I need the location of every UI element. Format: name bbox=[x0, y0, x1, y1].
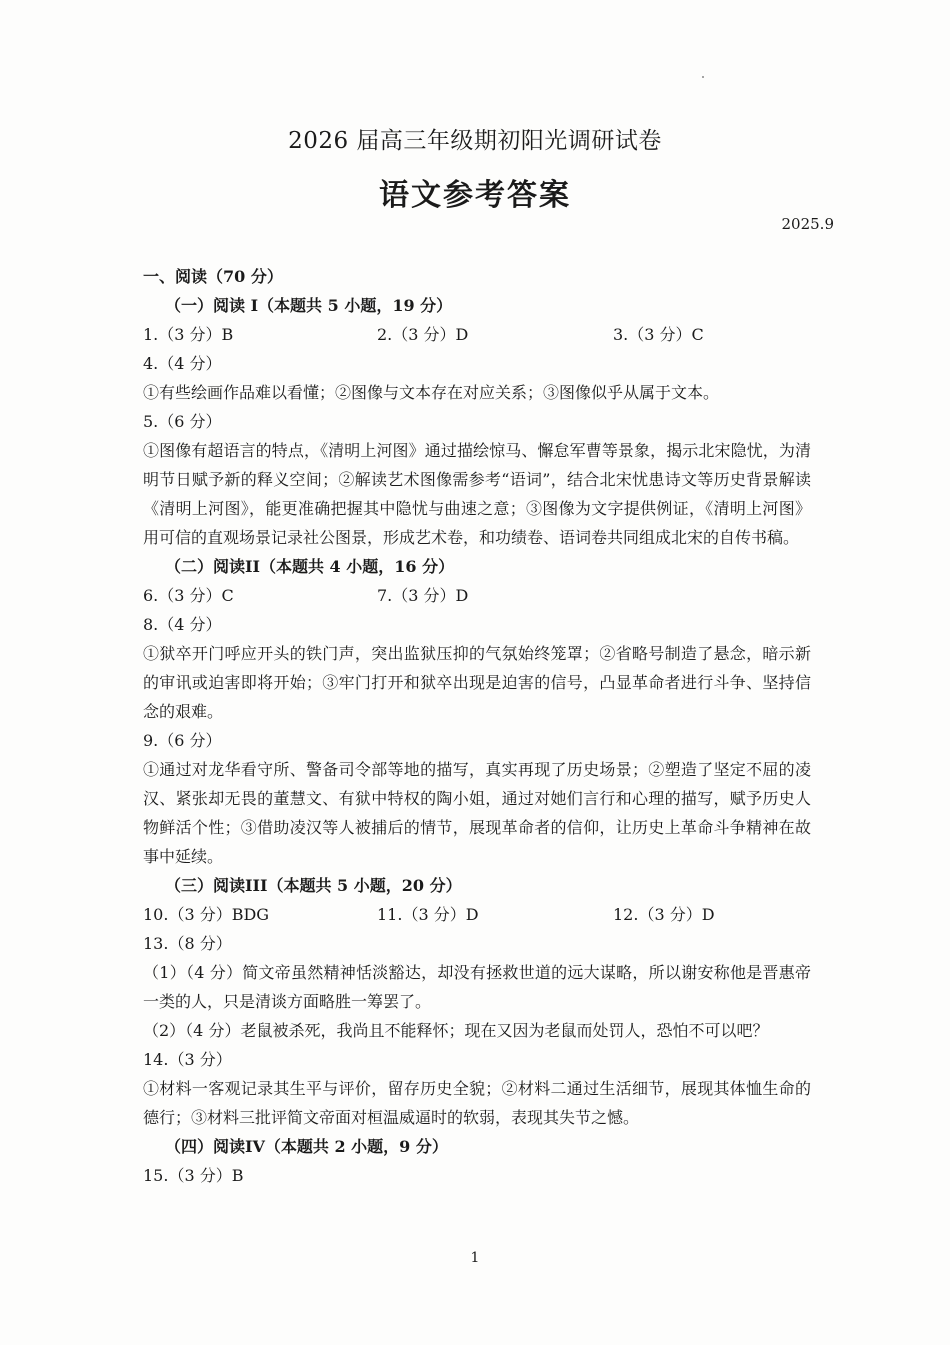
part-heading: （二）阅读II（本题共 4 小题，16 分） bbox=[165, 557, 455, 576]
answer-row bbox=[143, 320, 811, 349]
answer-q3: 3.（3 分）C bbox=[613, 325, 704, 344]
answer-q12: 12.（3 分）D bbox=[613, 905, 715, 924]
answer-q1: 1.（3 分）B bbox=[143, 325, 234, 344]
scan-speck bbox=[702, 76, 704, 78]
question-label: 8.（4 分） bbox=[143, 615, 222, 634]
answer-q11: 11.（3 分）D bbox=[377, 905, 479, 924]
answer-q6: 6.（3 分）C bbox=[143, 586, 234, 605]
answer-text: ①图像有超语言的特点，《清明上河图》通过描绘惊马、懈怠军曹等景象，揭示北宋隐忧，为清明节日赋予新的释义空间；②解读艺术图像需参考“语词”，结合北宋忧患诗文等历史背景解读《清明上河图》，能更准确把握其中隐忧与曲速之意；③图像为文字提供例证，《清明上河图》用可信的直观场景记录社公图景，形成艺术卷，和功绩卷、语词卷共同组成北宋的自传书稿。 bbox=[143, 441, 811, 547]
section-heading: 一、阅读（70 分） bbox=[143, 267, 283, 286]
part-heading: （一）阅读 I（本题共 5 小题，19 分） bbox=[165, 296, 453, 315]
answer-row bbox=[143, 900, 811, 929]
answer-key-title: 语文参考答案 bbox=[379, 178, 571, 213]
question-label: 9.（6 分） bbox=[143, 731, 222, 750]
exam-title: 2026 届高三年级期初阳光调研试卷 bbox=[288, 128, 662, 154]
answer-q10: 10.（3 分）BDG bbox=[143, 905, 270, 924]
answer-text: ①通过对龙华看守所、警备司令部等地的描写，真实再现了历史场景；②塑造了坚定不屈的凌汉、紧张却无畏的董慧文、有狱中特权的陶小姐，通过对她们言行和心理的描写，赋予历史人物鲜活个性；③借助凌汉等人被捕后的情节，展现革命者的信仰，让历史上革命斗争精神在故事中延续。 bbox=[143, 760, 811, 866]
answer-text: ①有些绘画作品难以看懂；②图像与文本存在对应关系；③图像似乎从属于文本。 bbox=[143, 383, 720, 402]
answer-text: ①材料一客观记录其生平与评价，留存历史全貌；②材料二通过生活细节，展现其体恤生命的德行；③材料三批评简文帝面对桓温威逼时的软弱，表现其失节之憾。 bbox=[143, 1079, 811, 1127]
question-label: 14.（3 分） bbox=[143, 1050, 232, 1069]
date: 2025.9 bbox=[781, 215, 834, 233]
answer-q15: 15.（3 分）B bbox=[143, 1166, 244, 1185]
part-heading: （四）阅读IV（本题共 2 小题，9 分） bbox=[165, 1137, 448, 1156]
part-heading: （三）阅读III（本题共 5 小题，20 分） bbox=[165, 876, 462, 895]
answer-q7: 7.（3 分）D bbox=[377, 586, 469, 605]
answer-q2: 2.（3 分）D bbox=[377, 325, 469, 344]
question-label: 5.（6 分） bbox=[143, 412, 222, 431]
page-number: 1 bbox=[470, 1250, 480, 1266]
answer-content bbox=[143, 262, 811, 1190]
question-label: 13.（8 分） bbox=[143, 934, 232, 953]
answer-row bbox=[143, 581, 811, 610]
answer-text: （1）（4 分）简文帝虽然精神恬淡豁达，却没有拯救世道的远大谋略，所以谢安称他是晋惠帝一类的人，只是清谈方面略胜一筹罢了。 bbox=[143, 963, 811, 1011]
answer-text: ①狱卒开门呼应开头的铁门声，突出监狱压抑的气氛始终笼罩；②省略号制造了悬念，暗示新的审讯或迫害即将开始；③牢门打开和狱卒出现是迫害的信号，凸显革命者进行斗争、坚持信念的艰难。 bbox=[143, 644, 811, 721]
answer-text: （2）（4 分）老鼠被杀死，我尚且不能释怀；现在又因为老鼠而处罚人，恐怕不可以吧？ bbox=[143, 1021, 769, 1040]
question-label: 4.（4 分） bbox=[143, 354, 222, 373]
